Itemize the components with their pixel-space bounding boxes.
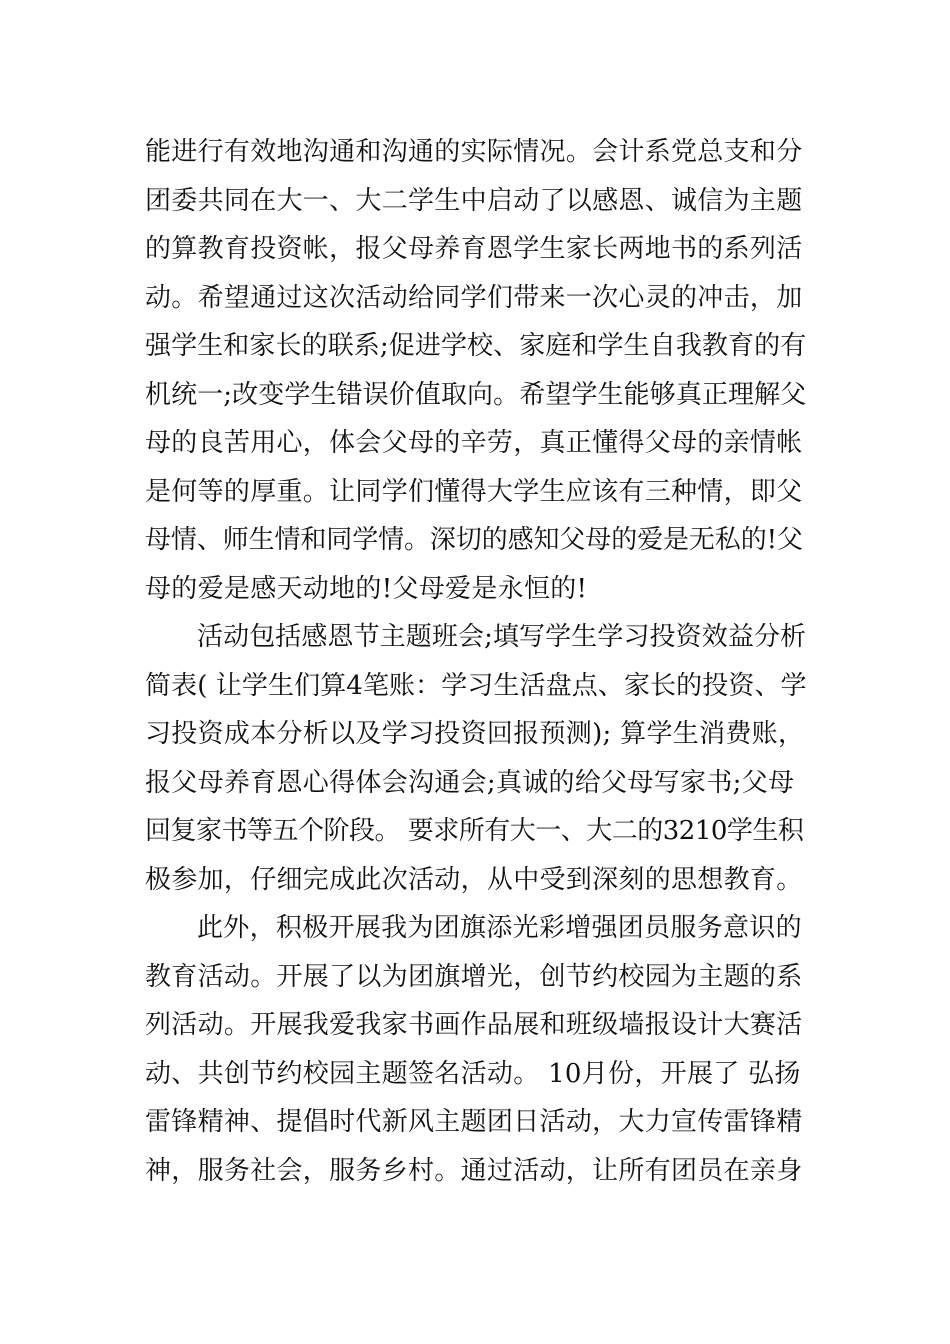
text-line: 简表( 让学生们算4笔账：学习生活盘点、家长的投资、学 <box>145 670 807 701</box>
text-line: 能进行有效地沟通和沟通的实际情况。会计系党总支和分 <box>145 137 803 167</box>
text-line: 的算教育投资帐，报父母养育恩学生家长两地书的系列活 <box>145 234 803 264</box>
paragraph-first-line: 此外，积极开展我为团旗添光彩增强团员服务意识的 <box>197 913 802 943</box>
text-line: 母情、师生情和同学情。深切的感知父母的爱是无私的!父 <box>145 525 803 555</box>
text-line: 神，服务社会，服务乡村。通过活动，让所有团员在亲身 <box>145 1155 803 1186</box>
text-line: 动、共创节约校园主题签名活动。 10月份，开展了 弘扬 <box>145 1058 801 1089</box>
text-line: 母的爱是感天动地的!父母爱是永恒的! <box>145 573 588 604</box>
paragraph-first-line: 活动包括感恩节主题班会;填写学生学习投资效益分析 <box>197 622 807 652</box>
text-line: 强学生和家长的联系;促进学校、家庭和学生自我教育的有 <box>145 331 807 361</box>
text-line: 回复家书等五个阶段。 要求所有大一、大二的3210学生积 <box>145 816 804 846</box>
text-line: 是何等的厚重。让同学们懂得大学生应该有三种情，即父 <box>145 476 803 507</box>
text-line: 教育活动。开展了以为团旗增光，创节约校园为主题的系 <box>145 961 803 992</box>
text-line: 极参加，仔细完成此次活动，从中受到深刻的思想教育。 <box>145 864 803 895</box>
text-line: 母的良苦用心，体会父母的辛劳，真正懂得父母的亲情帐 <box>145 428 803 458</box>
text-line: 列活动。开展我爱我家书画作品展和班级墙报设计大赛活 <box>145 1010 803 1040</box>
text-line: 习投资成本分析以及学习投资回报预测); 算学生消费账， <box>145 719 805 749</box>
text-line: 团委共同在大一、大二学生中启动了以感恩、诚信为主题 <box>145 185 803 216</box>
body-text <box>145 128 807 1195</box>
text-line: 动。希望通过这次活动给同学们带来一次心灵的冲击，加 <box>145 282 803 313</box>
text-line: 雷锋精神、提倡时代新风主题团日活动，大力宣传雷锋精 <box>145 1107 803 1137</box>
text-line: 报父母养育恩心得体会沟通会;真诚的给父母写家书;父母 <box>145 767 795 798</box>
text-line: 机统一;改变学生错误价值取向。希望学生能够真正理解父 <box>145 379 807 410</box>
